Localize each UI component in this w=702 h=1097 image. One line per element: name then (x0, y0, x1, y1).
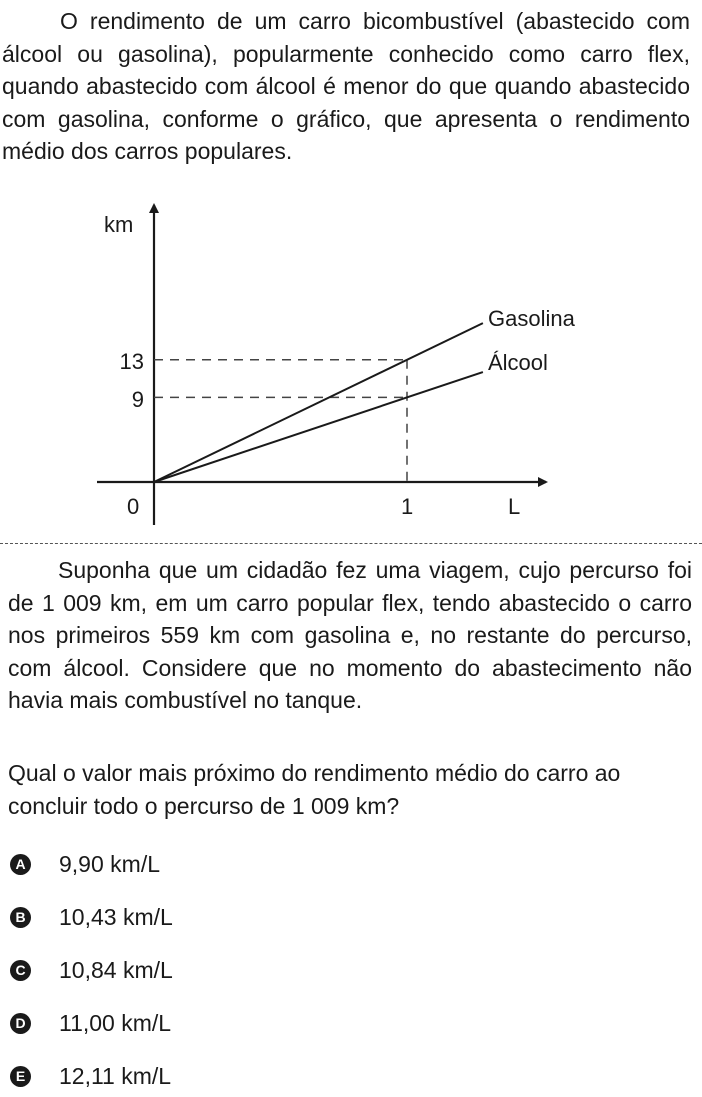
option-e-text: 12,11 km/L (59, 1062, 172, 1089)
y-axis-label: km (104, 212, 134, 237)
series-line-alcool (154, 372, 483, 482)
option-e-letter-badge: E (10, 1066, 31, 1087)
option-a-text: 9,90 km/L (59, 850, 160, 877)
y-tick-label-9: 9 (131, 387, 144, 412)
option-d-text: 11,00 km/L (59, 1009, 172, 1036)
series-line-gasolina (154, 323, 483, 482)
option-a[interactable] (10, 849, 160, 879)
section-divider (0, 543, 702, 544)
option-b-letter-badge: B (10, 907, 31, 928)
option-b[interactable] (10, 902, 173, 932)
y-tick-label-13: 13 (119, 349, 144, 374)
option-d[interactable] (10, 1008, 171, 1038)
intro-paragraph: O rendimento de um carro bicombustível (abastecido com álcool ou gasolina), popularmente conhecido como carro flex, quando abastecido com álcool é menor do que quando abastecido com gasolina, conforme o gráfico, que apresenta o rendimento médio dos carros populares. (2, 8, 690, 164)
question-text: Qual o valor mais próximo do rendimento médio do carro ao concluir todo o percurso de 1 009 km? (8, 760, 621, 819)
scenario-paragraph: Suponha que um cidadão fez uma viagem, cujo percurso foi de 1 009 km, em um carro popular flex, tendo abastecido o carro nos primeiros 559 km com gasolina e, no restante do percurso, com álcool. Considere que no momento do abastecimento não havia mais combustível no tanque. (8, 557, 692, 713)
option-e[interactable] (10, 1061, 171, 1091)
x-tick-label-0: 0 (127, 494, 140, 519)
option-d-letter-badge: D (10, 1013, 31, 1034)
option-a-letter-badge: A (10, 854, 31, 875)
x-tick-label-1: 1 (401, 494, 414, 519)
option-c-text: 10,84 km/L (59, 956, 173, 983)
fuel-yield-chart (0, 0, 702, 540)
option-c-letter-badge: C (10, 960, 31, 981)
option-c[interactable] (10, 955, 173, 985)
x-axis-label: L (508, 494, 521, 519)
series-label-alcool: Álcool (488, 350, 548, 375)
option-b-text: 10,43 km/L (59, 903, 173, 930)
series-label-gasolina: Gasolina (488, 306, 575, 331)
